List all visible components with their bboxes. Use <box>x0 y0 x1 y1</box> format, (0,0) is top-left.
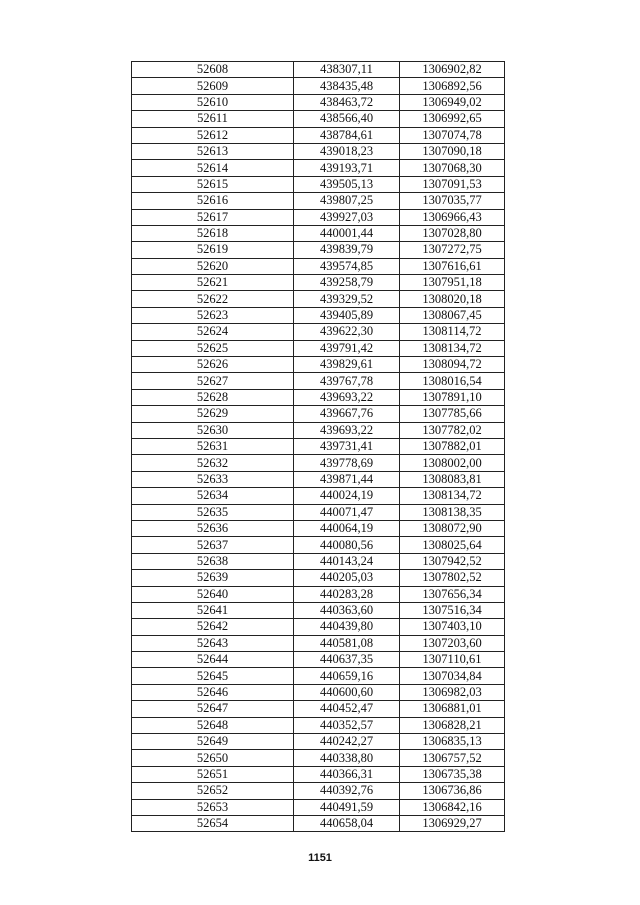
x-coordinate-cell: 438435,48 <box>294 78 400 94</box>
table-row <box>132 176 505 192</box>
y-coordinate-cell: 1308134,72 <box>400 488 505 504</box>
y-coordinate-cell: 1306828,21 <box>400 717 505 733</box>
table-row <box>132 553 505 569</box>
y-coordinate-cell: 1308138,35 <box>400 504 505 520</box>
point-number-cell: 52626 <box>132 357 294 373</box>
point-number-cell: 52651 <box>132 766 294 782</box>
point-number-cell: 52621 <box>132 275 294 291</box>
y-coordinate-cell: 1306835,13 <box>400 734 505 750</box>
point-number-cell: 52628 <box>132 389 294 405</box>
x-coordinate-cell: 439622,30 <box>294 324 400 340</box>
table-row <box>132 291 505 307</box>
x-coordinate-cell: 440363,60 <box>294 602 400 618</box>
x-coordinate-cell: 440080,56 <box>294 537 400 553</box>
point-number-cell: 52652 <box>132 783 294 799</box>
x-coordinate-cell: 438784,61 <box>294 127 400 143</box>
y-coordinate-cell: 1307272,75 <box>400 242 505 258</box>
table-row <box>132 766 505 782</box>
x-coordinate-cell: 440242,27 <box>294 734 400 750</box>
y-coordinate-cell: 1308020,18 <box>400 291 505 307</box>
x-coordinate-cell: 439505,13 <box>294 176 400 192</box>
point-number-cell: 52647 <box>132 701 294 717</box>
x-coordinate-cell: 440658,04 <box>294 815 400 831</box>
x-coordinate-cell: 439731,41 <box>294 438 400 454</box>
y-coordinate-cell: 1307090,18 <box>400 143 505 159</box>
table-row <box>132 471 505 487</box>
x-coordinate-cell: 440366,31 <box>294 766 400 782</box>
x-coordinate-cell: 440338,80 <box>294 750 400 766</box>
y-coordinate-cell: 1307785,66 <box>400 406 505 422</box>
table-row <box>132 504 505 520</box>
table-row <box>132 815 505 831</box>
y-coordinate-cell: 1307074,78 <box>400 127 505 143</box>
point-number-cell: 52654 <box>132 815 294 831</box>
y-coordinate-cell: 1307891,10 <box>400 389 505 405</box>
y-coordinate-cell: 1306966,43 <box>400 209 505 225</box>
y-coordinate-cell: 1307951,18 <box>400 275 505 291</box>
y-coordinate-cell: 1307034,84 <box>400 668 505 684</box>
x-coordinate-cell: 440352,57 <box>294 717 400 733</box>
point-number-cell: 52631 <box>132 438 294 454</box>
table-row <box>132 193 505 209</box>
y-coordinate-cell: 1307516,34 <box>400 602 505 618</box>
point-number-cell: 52637 <box>132 537 294 553</box>
x-coordinate-cell: 440637,35 <box>294 652 400 668</box>
y-coordinate-cell: 1307942,52 <box>400 553 505 569</box>
point-number-cell: 52608 <box>132 62 294 78</box>
table-row <box>132 225 505 241</box>
y-coordinate-cell: 1308002,00 <box>400 455 505 471</box>
point-number-cell: 52634 <box>132 488 294 504</box>
point-number-cell: 52613 <box>132 143 294 159</box>
table-row <box>132 160 505 176</box>
point-number-cell: 52653 <box>132 799 294 815</box>
x-coordinate-cell: 439767,78 <box>294 373 400 389</box>
x-coordinate-cell: 439018,23 <box>294 143 400 159</box>
table-row <box>132 275 505 291</box>
y-coordinate-cell: 1306929,27 <box>400 815 505 831</box>
x-coordinate-cell: 440071,47 <box>294 504 400 520</box>
x-coordinate-cell: 439807,25 <box>294 193 400 209</box>
point-number-cell: 52630 <box>132 422 294 438</box>
x-coordinate-cell: 440439,80 <box>294 619 400 635</box>
y-coordinate-cell: 1307882,01 <box>400 438 505 454</box>
point-number-cell: 52617 <box>132 209 294 225</box>
table-row <box>132 717 505 733</box>
table-row <box>132 684 505 700</box>
coordinates-table <box>131 61 505 832</box>
table-row <box>132 242 505 258</box>
y-coordinate-cell: 1307656,34 <box>400 586 505 602</box>
x-coordinate-cell: 440659,16 <box>294 668 400 684</box>
y-coordinate-cell: 1306982,03 <box>400 684 505 700</box>
point-number-cell: 52639 <box>132 570 294 586</box>
y-coordinate-cell: 1306992,65 <box>400 111 505 127</box>
table-row <box>132 209 505 225</box>
table-row <box>132 62 505 78</box>
y-coordinate-cell: 1307802,52 <box>400 570 505 586</box>
x-coordinate-cell: 439574,85 <box>294 258 400 274</box>
y-coordinate-cell: 1306892,56 <box>400 78 505 94</box>
x-coordinate-cell: 438566,40 <box>294 111 400 127</box>
point-number-cell: 52632 <box>132 455 294 471</box>
x-coordinate-cell: 439329,52 <box>294 291 400 307</box>
x-coordinate-cell: 439778,69 <box>294 455 400 471</box>
table-row <box>132 389 505 405</box>
x-coordinate-cell: 439927,03 <box>294 209 400 225</box>
table-row <box>132 406 505 422</box>
point-number-cell: 52622 <box>132 291 294 307</box>
page-number: 1151 <box>308 852 332 864</box>
point-number-cell: 52640 <box>132 586 294 602</box>
table-row <box>132 619 505 635</box>
x-coordinate-cell: 440001,44 <box>294 225 400 241</box>
y-coordinate-cell: 1306757,52 <box>400 750 505 766</box>
point-number-cell: 52615 <box>132 176 294 192</box>
point-number-cell: 52643 <box>132 635 294 651</box>
y-coordinate-cell: 1308016,54 <box>400 373 505 389</box>
x-coordinate-cell: 439829,61 <box>294 357 400 373</box>
point-number-cell: 52618 <box>132 225 294 241</box>
x-coordinate-cell: 438307,11 <box>294 62 400 78</box>
y-coordinate-cell: 1307616,61 <box>400 258 505 274</box>
table-row <box>132 488 505 504</box>
point-number-cell: 52627 <box>132 373 294 389</box>
point-number-cell: 52638 <box>132 553 294 569</box>
y-coordinate-cell: 1308114,72 <box>400 324 505 340</box>
table-row <box>132 143 505 159</box>
table-row <box>132 750 505 766</box>
x-coordinate-cell: 439693,22 <box>294 422 400 438</box>
point-number-cell: 52611 <box>132 111 294 127</box>
point-number-cell: 52642 <box>132 619 294 635</box>
point-number-cell: 52636 <box>132 520 294 536</box>
point-number-cell: 52609 <box>132 78 294 94</box>
point-number-cell: 52648 <box>132 717 294 733</box>
y-coordinate-cell: 1308025,64 <box>400 537 505 553</box>
point-number-cell: 52614 <box>132 160 294 176</box>
y-coordinate-cell: 1307035,77 <box>400 193 505 209</box>
x-coordinate-cell: 439667,76 <box>294 406 400 422</box>
point-number-cell: 52619 <box>132 242 294 258</box>
x-coordinate-cell: 440392,76 <box>294 783 400 799</box>
y-coordinate-cell: 1307028,80 <box>400 225 505 241</box>
table-row <box>132 78 505 94</box>
y-coordinate-cell: 1308083,81 <box>400 471 505 487</box>
point-number-cell: 52610 <box>132 94 294 110</box>
point-number-cell: 52641 <box>132 602 294 618</box>
x-coordinate-cell: 440143,24 <box>294 553 400 569</box>
point-number-cell: 52612 <box>132 127 294 143</box>
point-number-cell: 52635 <box>132 504 294 520</box>
x-coordinate-cell: 439258,79 <box>294 275 400 291</box>
x-coordinate-cell: 440205,03 <box>294 570 400 586</box>
point-number-cell: 52629 <box>132 406 294 422</box>
table-row <box>132 307 505 323</box>
y-coordinate-cell: 1307203,60 <box>400 635 505 651</box>
y-coordinate-cell: 1307110,61 <box>400 652 505 668</box>
table-row <box>132 668 505 684</box>
table-row <box>132 127 505 143</box>
point-number-cell: 52620 <box>132 258 294 274</box>
point-number-cell: 52624 <box>132 324 294 340</box>
y-coordinate-cell: 1306735,38 <box>400 766 505 782</box>
y-coordinate-cell: 1306949,02 <box>400 94 505 110</box>
x-coordinate-cell: 439193,71 <box>294 160 400 176</box>
y-coordinate-cell: 1306842,16 <box>400 799 505 815</box>
x-coordinate-cell: 439871,44 <box>294 471 400 487</box>
point-number-cell: 52646 <box>132 684 294 700</box>
point-number-cell: 52644 <box>132 652 294 668</box>
x-coordinate-cell: 440024,19 <box>294 488 400 504</box>
x-coordinate-cell: 438463,72 <box>294 94 400 110</box>
table-row <box>132 783 505 799</box>
table-row <box>132 340 505 356</box>
table-row <box>132 652 505 668</box>
x-coordinate-cell: 440064,19 <box>294 520 400 536</box>
y-coordinate-cell: 1307091,53 <box>400 176 505 192</box>
y-coordinate-cell: 1306902,82 <box>400 62 505 78</box>
table-row <box>132 570 505 586</box>
y-coordinate-cell: 1308134,72 <box>400 340 505 356</box>
y-coordinate-cell: 1307782,02 <box>400 422 505 438</box>
point-number-cell: 52616 <box>132 193 294 209</box>
x-coordinate-cell: 440452,47 <box>294 701 400 717</box>
x-coordinate-cell: 440600,60 <box>294 684 400 700</box>
coordinates-table-body <box>132 62 505 832</box>
table-row <box>132 357 505 373</box>
table-row <box>132 324 505 340</box>
table-row <box>132 438 505 454</box>
table-row <box>132 455 505 471</box>
point-number-cell: 52633 <box>132 471 294 487</box>
x-coordinate-cell: 440581,08 <box>294 635 400 651</box>
x-coordinate-cell: 439693,22 <box>294 389 400 405</box>
table-row <box>132 111 505 127</box>
table-row <box>132 94 505 110</box>
table-row <box>132 602 505 618</box>
table-row <box>132 734 505 750</box>
table-row <box>132 586 505 602</box>
point-number-cell: 52623 <box>132 307 294 323</box>
y-coordinate-cell: 1306881,01 <box>400 701 505 717</box>
y-coordinate-cell: 1307403,10 <box>400 619 505 635</box>
y-coordinate-cell: 1307068,30 <box>400 160 505 176</box>
point-number-cell: 52645 <box>132 668 294 684</box>
table-row <box>132 520 505 536</box>
table-row <box>132 422 505 438</box>
y-coordinate-cell: 1306736,86 <box>400 783 505 799</box>
point-number-cell: 52650 <box>132 750 294 766</box>
y-coordinate-cell: 1308094,72 <box>400 357 505 373</box>
x-coordinate-cell: 439839,79 <box>294 242 400 258</box>
table-row <box>132 373 505 389</box>
table-row <box>132 258 505 274</box>
table-row <box>132 799 505 815</box>
x-coordinate-cell: 439791,42 <box>294 340 400 356</box>
point-number-cell: 52625 <box>132 340 294 356</box>
x-coordinate-cell: 439405,89 <box>294 307 400 323</box>
table-row <box>132 701 505 717</box>
table-row <box>132 537 505 553</box>
y-coordinate-cell: 1308072,90 <box>400 520 505 536</box>
table-row <box>132 635 505 651</box>
y-coordinate-cell: 1308067,45 <box>400 307 505 323</box>
x-coordinate-cell: 440491,59 <box>294 799 400 815</box>
point-number-cell: 52649 <box>132 734 294 750</box>
x-coordinate-cell: 440283,28 <box>294 586 400 602</box>
